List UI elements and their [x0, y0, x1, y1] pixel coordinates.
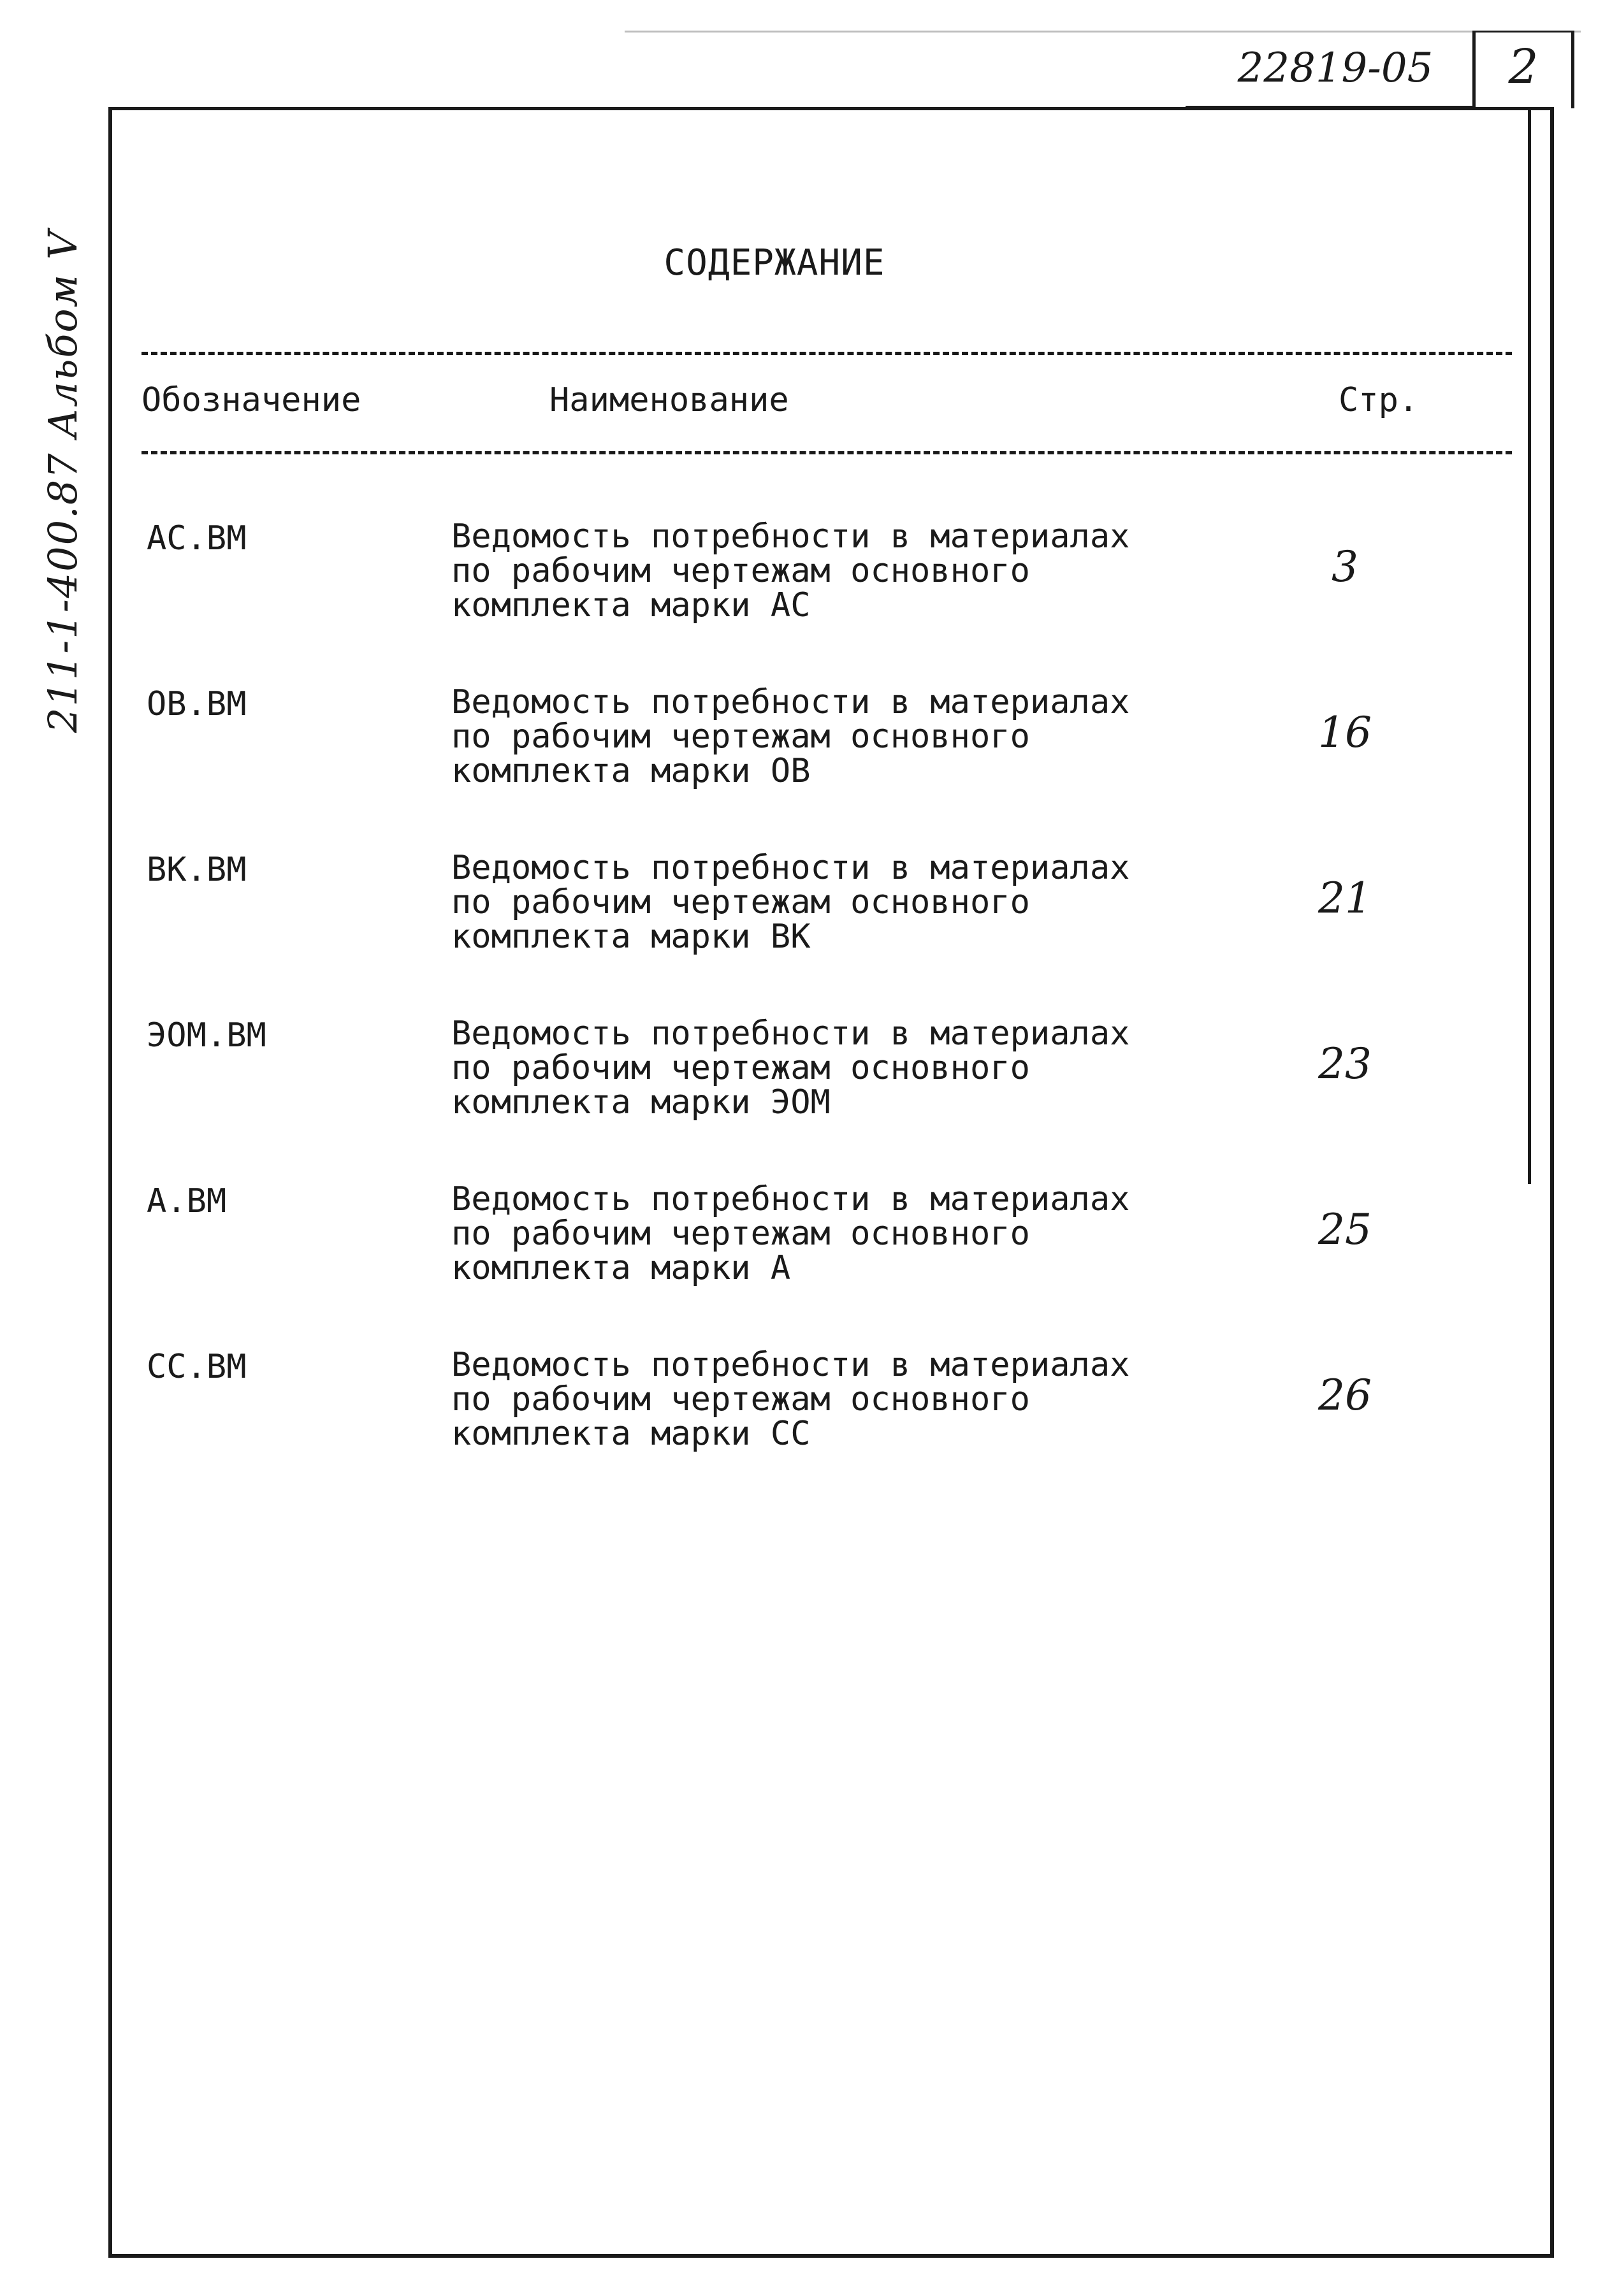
row-description-line: Ведомость потребности в материалах: [451, 1346, 1130, 1384]
row-code: ВК.ВМ: [147, 851, 247, 889]
row-description: [451, 851, 1184, 954]
row-description-line: Ведомость потребности в материалах: [451, 683, 1130, 721]
row-description-line: комплекта марки ЭОМ: [451, 1083, 831, 1122]
side-album-label: 211-1-400.87 Альбом V: [40, 229, 86, 733]
header-top-dashed-rule: [142, 352, 1512, 355]
header-bottom-dashed-rule: [142, 451, 1512, 454]
row-description-line: по рабочим чертежам основного: [451, 883, 1030, 921]
row-description: [451, 1348, 1184, 1451]
row-description-line: комплекта марки ОВ: [451, 752, 811, 790]
row-description: [451, 1182, 1184, 1285]
document-code: 22819-05: [1237, 45, 1434, 92]
contents-row: [0, 1348, 1619, 1501]
page-number: 2: [1508, 40, 1539, 94]
top-rule: [625, 31, 1581, 32]
contents-row: [0, 1182, 1619, 1335]
row-page-number: 23: [1318, 1039, 1372, 1088]
row-description-line: комплекта марки СС: [451, 1415, 811, 1453]
row-description-line: комплекта марки А: [451, 1249, 791, 1287]
row-description: [451, 1016, 1184, 1120]
row-code: ЭОМ.ВМ: [147, 1016, 266, 1055]
row-description-line: по рабочим чертежам основного: [451, 1380, 1030, 1419]
row-description-line: Ведомость потребности в материалах: [451, 1014, 1130, 1053]
row-code: А.ВМ: [147, 1182, 227, 1220]
row-code: СС.ВМ: [147, 1348, 247, 1386]
column-header-name: Наименование: [549, 381, 789, 419]
row-description-line: по рабочим чертежам основного: [451, 718, 1030, 756]
page-title: СОДЕРЖАНИЕ: [664, 242, 885, 284]
row-code: АС.ВМ: [147, 519, 247, 558]
row-code: ОВ.ВМ: [147, 685, 247, 723]
document-code-underline: [1186, 106, 1472, 108]
row-description-line: Ведомость потребности в материалах: [451, 517, 1130, 556]
contents-row: [0, 519, 1619, 672]
row-description-line: комплекта марки ВК: [451, 918, 811, 956]
row-description-line: Ведомость потребности в материалах: [451, 849, 1130, 887]
row-page-number: 25: [1318, 1205, 1372, 1254]
contents-row: [0, 685, 1619, 838]
row-description-line: Ведомость потребности в материалах: [451, 1180, 1130, 1218]
row-description-line: по рабочим чертежам основного: [451, 552, 1030, 590]
row-page-number: 21: [1318, 874, 1372, 923]
row-page-number: 16: [1318, 708, 1372, 757]
row-description-line: по рабочим чертежам основного: [451, 1215, 1030, 1253]
column-header-page: Стр.: [1339, 381, 1419, 419]
contents-row: [0, 1016, 1619, 1169]
row-page-number: 3: [1332, 542, 1358, 591]
contents-row: [0, 851, 1619, 1004]
column-header-code: Обозначение: [142, 381, 361, 419]
row-description-line: комплекта марки АС: [451, 586, 811, 625]
row-description-line: по рабочим чертежам основного: [451, 1049, 1030, 1087]
row-description: [451, 519, 1184, 623]
row-description: [451, 685, 1184, 788]
row-page-number: 26: [1318, 1371, 1372, 1420]
